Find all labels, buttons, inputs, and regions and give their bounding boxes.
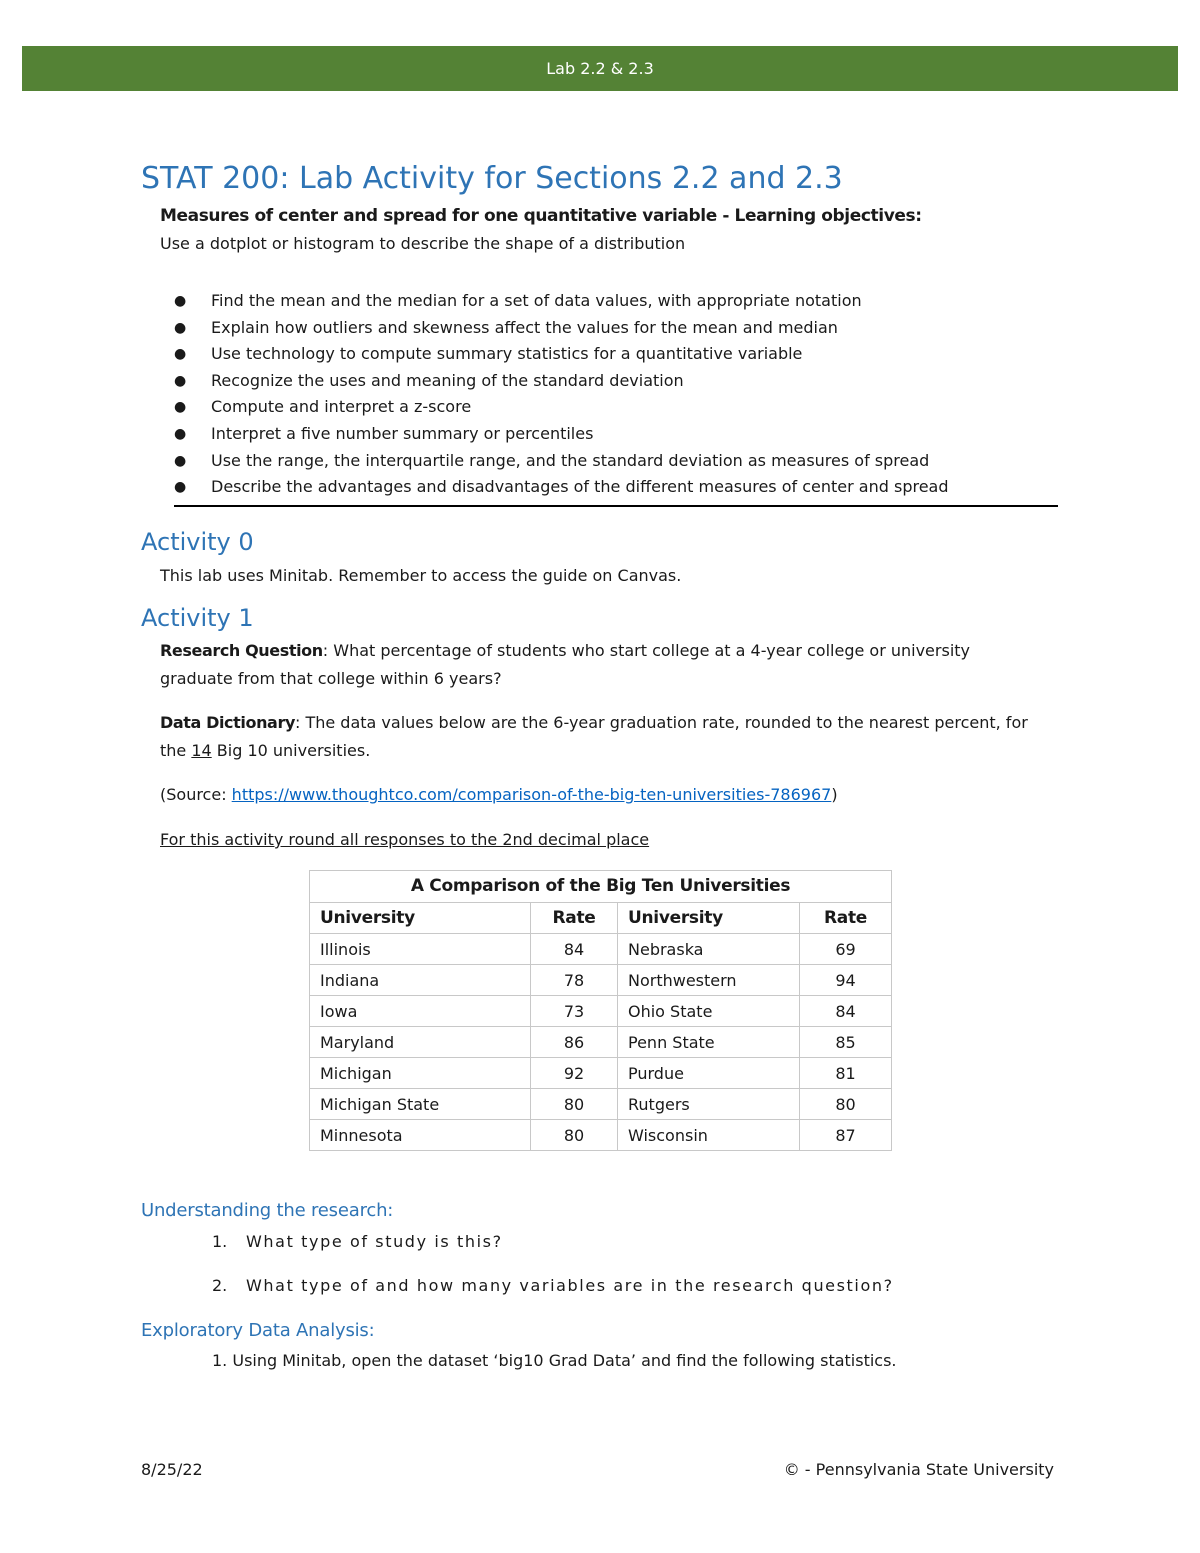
- bullet-icon: ●: [174, 425, 187, 442]
- research-question-label: Research Question: [160, 641, 323, 660]
- list-item: [174, 288, 1058, 315]
- data-dictionary: [160, 709, 1040, 765]
- bullet-icon: ●: [174, 452, 187, 469]
- data-dictionary-count: 14: [191, 741, 212, 760]
- table-cell: Indiana: [310, 965, 531, 996]
- source-prefix: (Source:: [160, 785, 232, 804]
- column-header: Rate: [531, 903, 618, 934]
- table-cell: Penn State: [618, 1027, 800, 1058]
- table-cell: 85: [800, 1027, 892, 1058]
- eda-heading: Exploratory Data Analysis:: [141, 1320, 375, 1341]
- objective-text: Describe the advantages and disadvantages of the different measures of center and spread: [211, 477, 949, 497]
- data-dictionary-text-2: Big 10 universities.: [211, 741, 371, 760]
- table-cell: 78: [531, 965, 618, 996]
- column-header: University: [618, 903, 800, 934]
- table-cell: Purdue: [618, 1058, 800, 1089]
- source-suffix: ): [831, 785, 838, 804]
- bullet-icon: ●: [174, 293, 187, 309]
- column-header: University: [310, 903, 531, 934]
- data-dictionary-label: Data Dictionary: [160, 713, 295, 732]
- list-item: [174, 474, 1058, 501]
- list-item: [174, 315, 1058, 342]
- table-cell: Iowa: [310, 996, 531, 1027]
- activity-0-heading: Activity 0: [141, 528, 254, 556]
- source-line: [160, 781, 1040, 809]
- table-cell: 80: [531, 1089, 618, 1120]
- activity-1-heading: Activity 1: [141, 604, 254, 632]
- table-row: [310, 1058, 892, 1089]
- question-number: 1.: [212, 1232, 228, 1251]
- source-link[interactable]: https://www.thoughtco.com/comparison-of-the-big-ten-universities-786967: [231, 785, 832, 804]
- data-dictionary-text-1: : The data values below are the 6-year graduation rate, rounded to the nearest percent, for the: [160, 713, 1028, 760]
- objective-text: Use the range, the interquartile range, and the standard deviation as measures of spread: [211, 450, 930, 470]
- graduation-rate-table: [309, 870, 892, 1151]
- table-row: [310, 996, 892, 1027]
- bullet-icon: ●: [174, 372, 187, 389]
- eda-item: 1. Using Minitab, open the dataset ‘big10 Grad Data’ and find the following statistics.: [212, 1351, 897, 1370]
- table-cell: Maryland: [310, 1027, 531, 1058]
- table-cell: 87: [800, 1120, 892, 1151]
- table-cell: 84: [531, 934, 618, 965]
- objective-text: Recognize the uses and meaning of the standard deviation: [211, 370, 684, 390]
- table-row: [310, 1027, 892, 1058]
- table-cell: 84: [800, 996, 892, 1027]
- research-question-text: : What percentage of students who start college at a 4-year college or university graduate from that college within 6 years?: [160, 641, 970, 688]
- objectives-heading: Measures of center and spread for one quantitative variable - Learning objectives:: [160, 206, 922, 226]
- table-row: [310, 1120, 892, 1151]
- research-question: [160, 637, 1040, 693]
- header-bar: [22, 46, 1178, 91]
- bullet-icon: ●: [174, 319, 187, 336]
- table-cell: Wisconsin: [618, 1120, 800, 1151]
- table-cell: 86: [531, 1027, 618, 1058]
- objectives-list: [174, 288, 1058, 507]
- list-item: [174, 394, 1058, 421]
- question-number: 2.: [212, 1276, 228, 1295]
- question-text: What type of study is this?: [246, 1232, 503, 1251]
- table-cell: Ohio State: [618, 996, 800, 1027]
- page-title: STAT 200: Lab Activity for Sections 2.2 and 2.3: [141, 161, 843, 196]
- list-item: [174, 368, 1058, 395]
- question-text: What type of and how many variables are in the research question?: [246, 1276, 894, 1295]
- table-cell: 81: [800, 1058, 892, 1089]
- table-cell: 94: [800, 965, 892, 996]
- table-cell: Rutgers: [618, 1089, 800, 1120]
- table-cell: 92: [531, 1058, 618, 1089]
- objective-text: Find the mean and the median for a set of data values, with appropriate notation: [211, 291, 862, 310]
- column-header: Rate: [800, 903, 892, 934]
- list-item: [174, 421, 1058, 448]
- table-row: [310, 965, 892, 996]
- list-item: [174, 448, 1058, 475]
- table-caption: A Comparison of the Big Ten Universities: [309, 870, 892, 902]
- table-header-row: [310, 903, 892, 934]
- table-cell: Nebraska: [618, 934, 800, 965]
- table-row: [310, 1089, 892, 1120]
- objective-text: Interpret a five number summary or percentiles: [211, 423, 594, 443]
- objectives-intro: Use a dotplot or histogram to describe the shape of a distribution: [160, 234, 686, 253]
- bullet-icon: ●: [174, 399, 187, 416]
- table-row: [310, 934, 892, 965]
- table-cell: 80: [800, 1089, 892, 1120]
- table-cell: 73: [531, 996, 618, 1027]
- bullet-icon: ●: [174, 346, 187, 363]
- objective-text: Explain how outliers and skewness affect the values for the mean and median: [211, 317, 838, 337]
- table-cell: 69: [800, 934, 892, 965]
- table-cell: Illinois: [310, 934, 531, 965]
- table-cell: Michigan: [310, 1058, 531, 1089]
- question-1: [212, 1232, 503, 1251]
- objective-text: Use technology to compute summary statistics for a quantitative variable: [211, 344, 803, 364]
- table-cell: Minnesota: [310, 1120, 531, 1151]
- footer-date: 8/25/22: [141, 1460, 203, 1479]
- header-text: Lab 2.2 & 2.3: [546, 59, 654, 78]
- activity-0-text: This lab uses Minitab. Remember to access the guide on Canvas.: [160, 566, 682, 585]
- list-item: [174, 341, 1058, 368]
- question-2: [212, 1276, 894, 1295]
- bullet-icon: ●: [174, 479, 187, 496]
- table-cell: Michigan State: [310, 1089, 531, 1120]
- rounding-note: For this activity round all responses to the 2nd decimal place: [160, 830, 650, 849]
- understanding-heading: Understanding the research:: [141, 1200, 394, 1221]
- footer-copyright: © - Pennsylvania State University: [783, 1460, 1054, 1479]
- table-cell: 80: [531, 1120, 618, 1151]
- table-cell: Northwestern: [618, 965, 800, 996]
- objective-text: Compute and interpret a z-score: [211, 397, 472, 417]
